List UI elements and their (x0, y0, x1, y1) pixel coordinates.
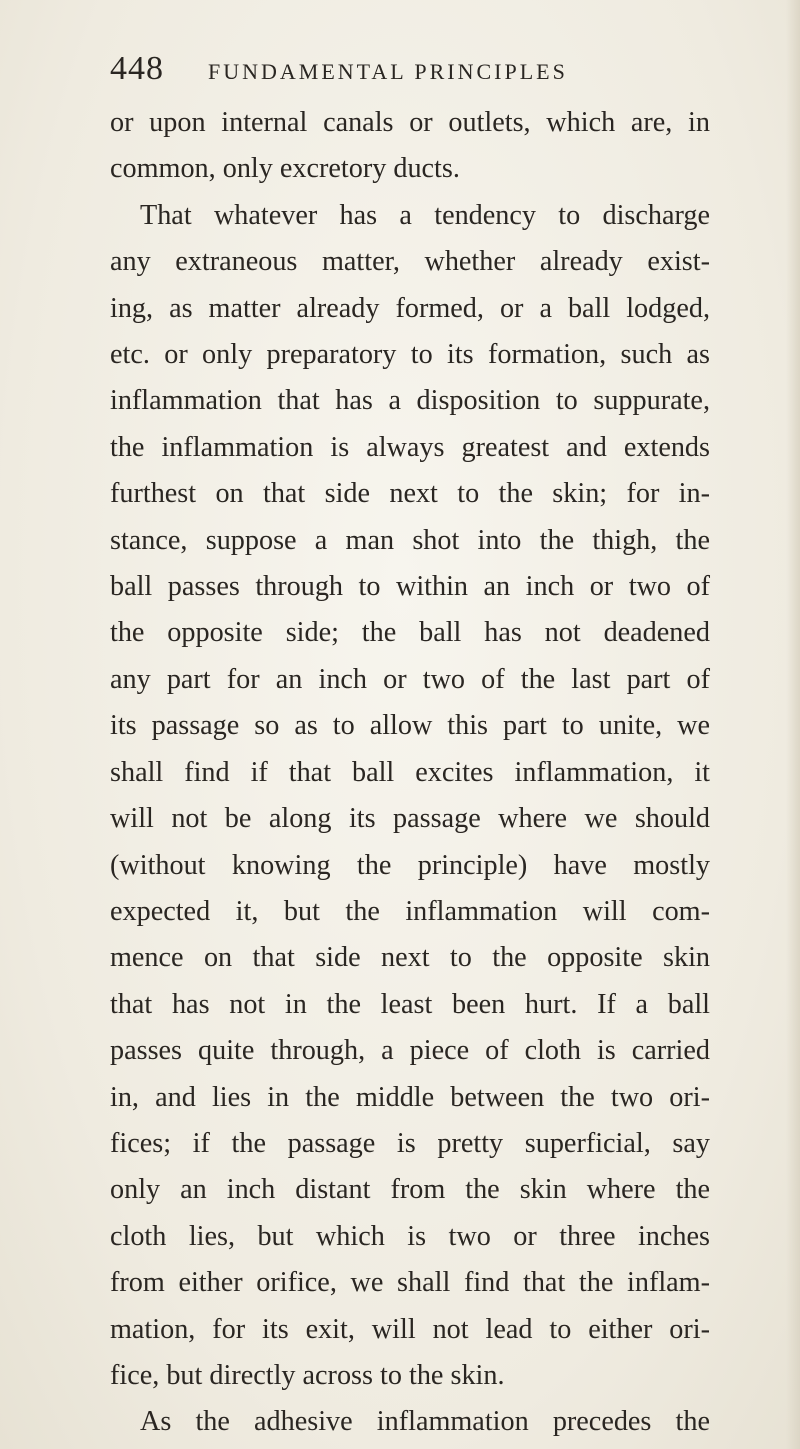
text-line: That whatever has a tendency to discharge (140, 199, 710, 231)
text-line: expected it, but the inflammation will com- (110, 895, 710, 927)
text-line: common, only excretory ducts. (110, 153, 460, 185)
text-line: mation, for its exit, will not lead to either ori- (110, 1313, 710, 1345)
text-line: the inflammation is always greatest and extends (110, 431, 710, 463)
running-head (110, 50, 710, 90)
body-text (110, 100, 710, 1446)
text-line: its passage so as to allow this part to unite, we (110, 710, 710, 742)
text-line: fice, but directly across to the skin. (110, 1359, 505, 1391)
text-line: (without knowing the principle) have mostly (110, 849, 710, 881)
text-line: etc. or only preparatory to its formation, such as (110, 339, 710, 371)
text-line: ing, as matter already formed, or a ball lodged, (110, 292, 710, 324)
text-line: shall find if that ball excites inflammation, it (110, 756, 710, 788)
text-line: stance, suppose a man shot into the thigh, the (110, 524, 710, 556)
text-line: ball passes through to within an inch or two of (110, 571, 710, 603)
text-line: only an inch distant from the skin where the (110, 1174, 710, 1206)
text-line: the opposite side; the ball has not deadened (110, 617, 710, 649)
text-line: fices; if the passage is pretty superficial, say (110, 1127, 710, 1159)
text-line: or upon internal canals or outlets, which are, in (110, 107, 710, 138)
text-line: any extraneous matter, whether already exist- (110, 246, 710, 278)
text-line: any part for an inch or two of the last part of (110, 663, 710, 695)
text-line: will not be along its passage where we should (110, 803, 710, 835)
text-line: cloth lies, but which is two or three inches (110, 1220, 710, 1252)
page-number: 448 (110, 50, 164, 87)
running-title: FUNDAMENTAL PRINCIPLES (208, 59, 568, 84)
text-line: passes quite through, a piece of cloth is carried (110, 1035, 710, 1067)
text-line: that has not in the least been hurt. If a ball (110, 988, 710, 1020)
text-line: As the adhesive inflammation precedes the (140, 1406, 710, 1438)
text-line: inflammation that has a disposition to suppurate, (110, 385, 710, 417)
text-line: furthest on that side next to the skin; for in- (110, 478, 710, 510)
text-line: in, and lies in the middle between the two ori- (110, 1081, 710, 1113)
text-line: from either orifice, we shall find that the inflam- (110, 1267, 710, 1299)
text-line: mence on that side next to the opposite skin (110, 942, 710, 974)
